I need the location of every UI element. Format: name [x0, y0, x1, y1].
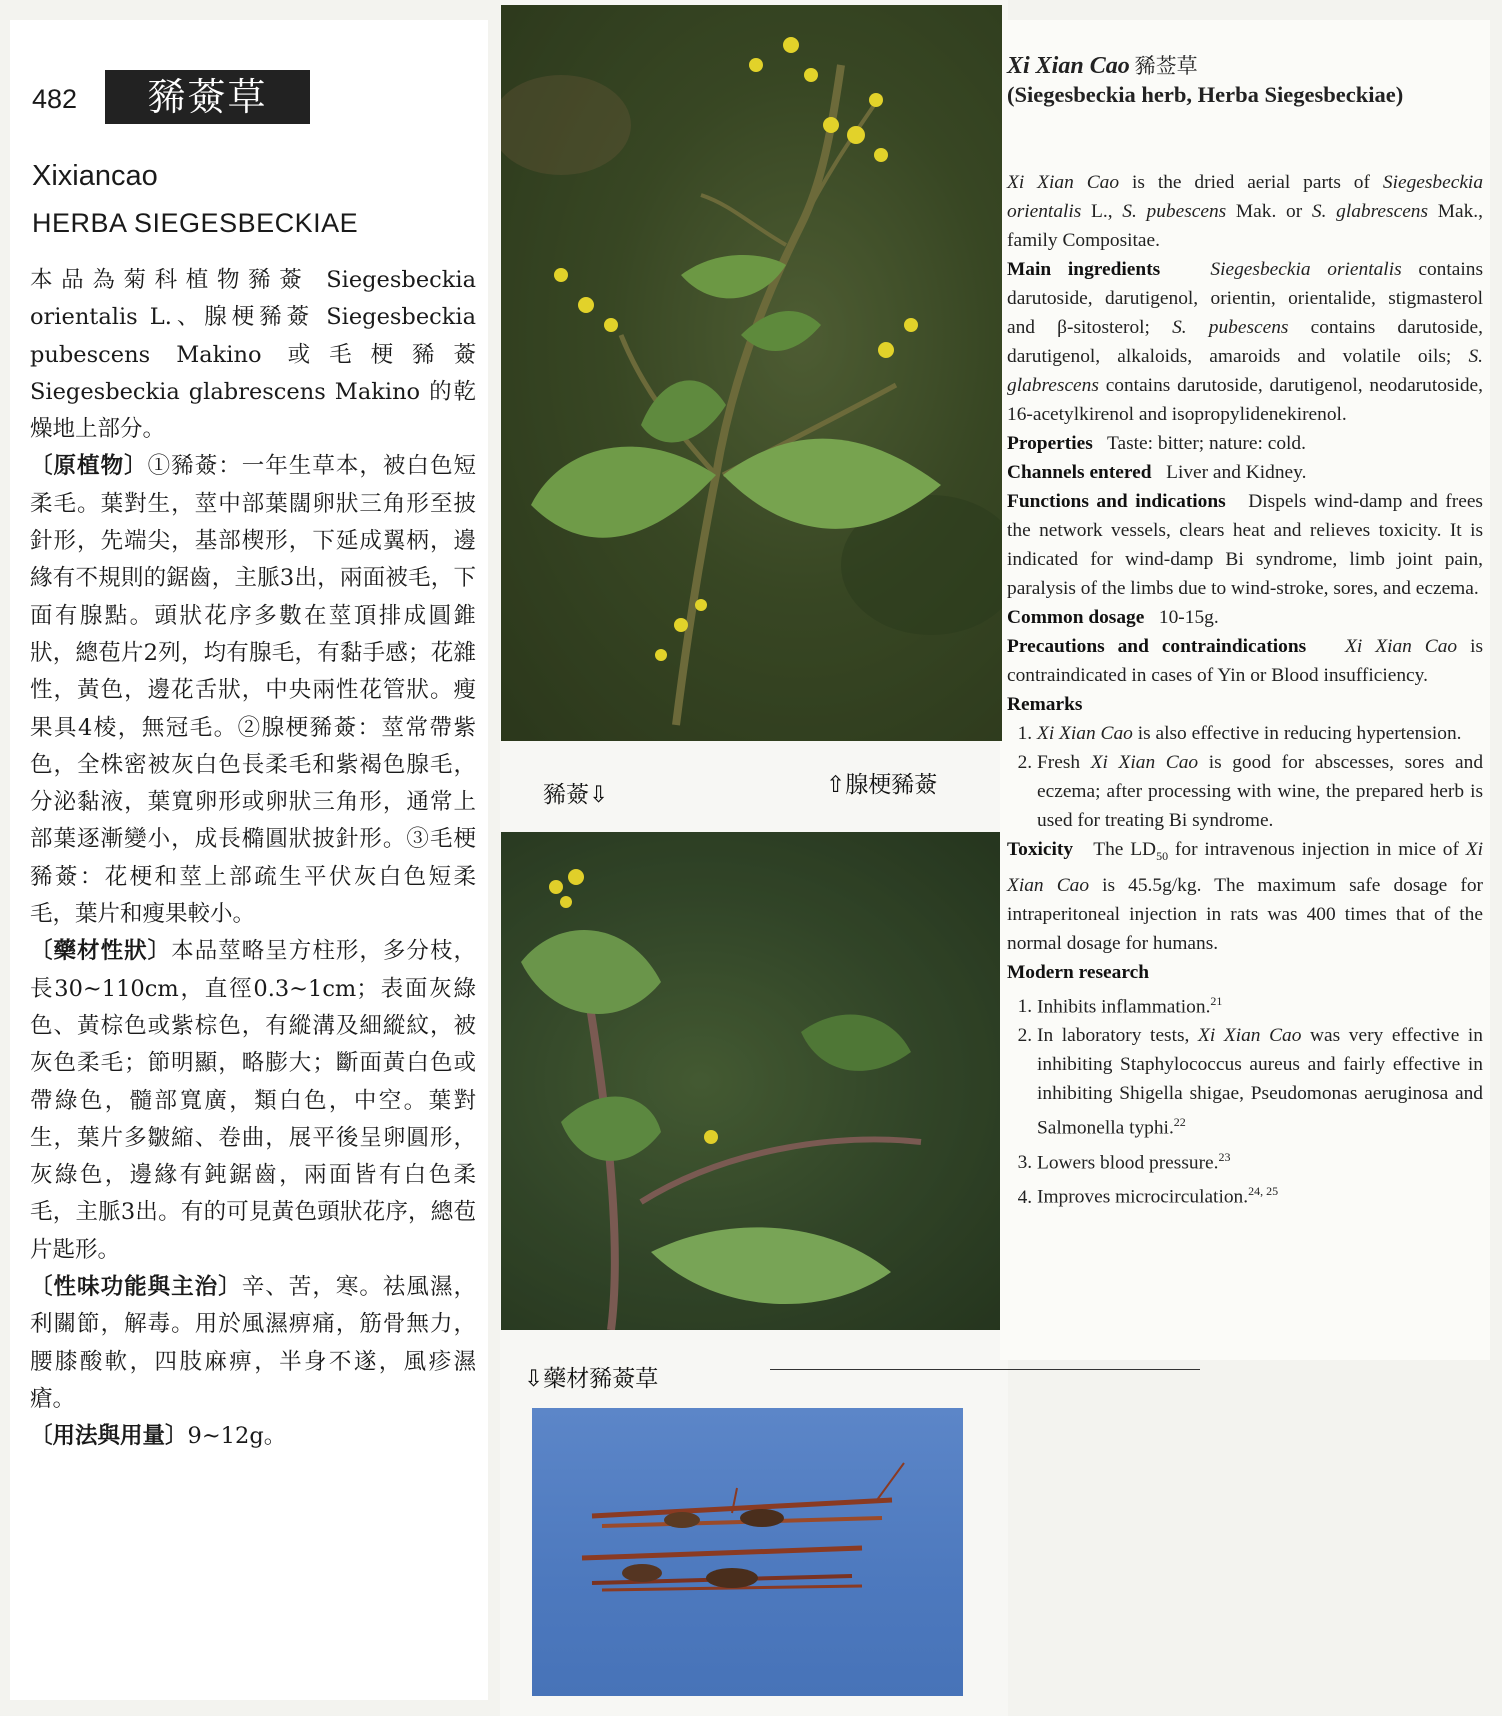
pinyin-name: Xixiancao — [32, 160, 158, 192]
dried-herb-photo — [532, 1408, 963, 1696]
cn-dosage-section — [30, 1418, 476, 1455]
cn-intro: 本品為菊科植物豨薟 Siegesbeckia orientalis L.、腺梗豨薟 Siegesbeckia pubescens Makino 或毛梗豨薟 Siegesbeckia glabrescens Makino 的乾燥地上部分。 — [30, 267, 476, 443]
list-item: 2. Fresh Xi Xian Cao is good for abscesses, sores and eczema; after processing with wine, the prepared herb is used for treating Bi syndrome. — [1037, 748, 1483, 835]
en-precautions: Precautions and contraindications Xi Xian Cao is contraindicated in cases of Yin or Blood insufficiency. — [1007, 636, 1484, 686]
page-number: 482 — [32, 84, 78, 114]
caption-pubescens: ⇧腺梗豨薟 — [826, 772, 938, 798]
cn-material-text: 本品莖略呈方柱形，多分枝，長30~110cm，直徑0.3~1cm；表面灰綠色、黃棕色或紫棕色，有縱溝及細縱紋，被灰色柔毛；節明顯，略膨大；斷面黃白色或帶綠色，髓部寬廣，類白色，中空。葉對生，葉片多皺縮、卷曲，展平後呈卵圓形，灰綠色，邊緣有鈍鋸齒，兩面皆有白色柔毛，主脈3出。有的可見黃色頭狀花序，總苞片匙形。 — [30, 938, 476, 1263]
cn-material-section — [30, 933, 476, 1269]
en-toxicity: Toxicity The $LD_{50}$ for intravenous injection in mice of Xi Xian Cao is 45.5g/kg. The maximum safe dosage for intraperitoneal injection in rats was 400 times that of the normal dosage for humans. — [1007, 839, 1484, 954]
plant-photo-pubescens — [501, 832, 1000, 1330]
en-remarks-list — [1007, 719, 1483, 835]
plant-photo-orientalis — [501, 5, 1002, 741]
cn-plant-label: 〔原植物〕 — [30, 453, 148, 480]
cn-dosage-label: 〔用法與用量〕 — [30, 1423, 188, 1450]
cn-dosage-text: 9~12g。 — [187, 1423, 287, 1450]
list-item: 2. In laboratory tests, Xi Xian Cao was very effective in inhibiting Staphylococcus aureus and fairly effective in inhibiting Shigella shigae, Pseudomonas aeruginosa and Salmonella typhi.$^{22}$ — [1037, 1021, 1483, 1142]
caption-herb-material: ⇩藥材豨薟草 — [524, 1366, 659, 1392]
list-item: 1. Inhibits inflammation.$^{21}$ — [1037, 987, 1483, 1021]
en-intro: Xi Xian Cao is the dried aerial parts of Siegesbeckia orientalis L., S. pubescens Mak. or S. glabrescens Mak., family Compositae. — [1007, 172, 1484, 251]
en-dosage: Common dosage 10-15g. — [1007, 607, 1219, 628]
en-research-list — [1007, 987, 1483, 1212]
cn-material-label: 〔藥材性狀〕 — [30, 938, 172, 965]
en-properties: Properties Taste: bitter; nature: cold. — [1007, 433, 1306, 454]
en-body — [1007, 168, 1483, 1212]
list-item: 3. Lowers blood pressure.$^{23}$ — [1037, 1143, 1483, 1177]
en-title: Xi Xian Cao — [1007, 53, 1130, 79]
cn-function-text: 辛、苦，寒。祛風濕，利關節，解毒。用於風濕痹痛，筋骨無力，腰膝酸軟，四肢麻痹，半身不遂，風疹濕瘡。 — [30, 1274, 476, 1412]
en-title-block — [1007, 52, 1483, 108]
cn-plant-text: ①豨薟：一年生草本，被白色短柔毛。葉對生，莖中部葉闊卵狀三角形至披針形，先端尖，基部楔形，下延成翼柄，邊緣有不規則的鋸齒，主脈3出，兩面被毛，下面有腺點。頭狀花序多數在莖頂排成圓錐狀，總苞片2列，均有腺毛，有黏手感；花雜性，黃色，邊花舌狀，中央兩性花管狀。瘦果具4棱，無冠毛。②腺梗豨薟：莖常帶紫色，全株密被灰白色長柔毛和紫褐色腺毛，分泌黏液，葉寬卵形或卵狀三角形，通常上部葉逐漸變小，成長橢圓狀披針形。③毛梗豨薟：花梗和莖上部疏生平伏灰白色短柔毛，葉片和瘦果較小。 — [30, 453, 476, 928]
en-subtitle: (Siegesbeckia herb, Herba Siegesbeckiae) — [1007, 82, 1404, 107]
en-ingredients: Main ingredients Siegesbeckia orientalis contains darutoside, darutigenol, orientin, orientalide, stigmasterol and β-sitosterol; S. pubescens contains darutoside, darutigenol, alkaloids, amaroids and volatile oils; S. glabrescens contains darutoside, darutigenol, neodarutoside, 16-acetylkirenol and isopropylidenekirenol. — [1007, 259, 1484, 425]
en-channels: Channels entered Liver and Kidney. — [1007, 462, 1307, 483]
caption-orientalis: 豨薟⇩ — [543, 782, 609, 808]
cn-function-label: 〔性味功能與主治〕 — [30, 1274, 242, 1301]
en-research-heading: Modern research — [1007, 961, 1149, 983]
en-remarks-heading: Remarks — [1007, 694, 1083, 715]
en-title-cn: 豨莶草 — [1134, 54, 1198, 78]
caption-rule — [770, 1369, 1200, 1370]
cn-function-section — [30, 1269, 476, 1418]
list-item: 1. Xi Xian Cao is also effective in reducing hypertension. — [1037, 719, 1483, 748]
cn-plant-section — [30, 448, 476, 933]
latin-name: HERBA SIEGESBECKIAE — [32, 208, 359, 238]
chinese-body — [30, 262, 476, 1456]
page-title: 豨薟草 — [105, 70, 310, 124]
en-functions: Functions and indications Dispels wind-damp and frees the network vessels, clears heat and relieves toxicity. It is indicated for wind-damp Bi syndrome, limb joint pain, paralysis of the limbs due to wind-stroke, sores, and eczema. — [1007, 491, 1483, 599]
list-item: 4. Improves microcirculation.$^{24, 25}$ — [1037, 1177, 1483, 1211]
